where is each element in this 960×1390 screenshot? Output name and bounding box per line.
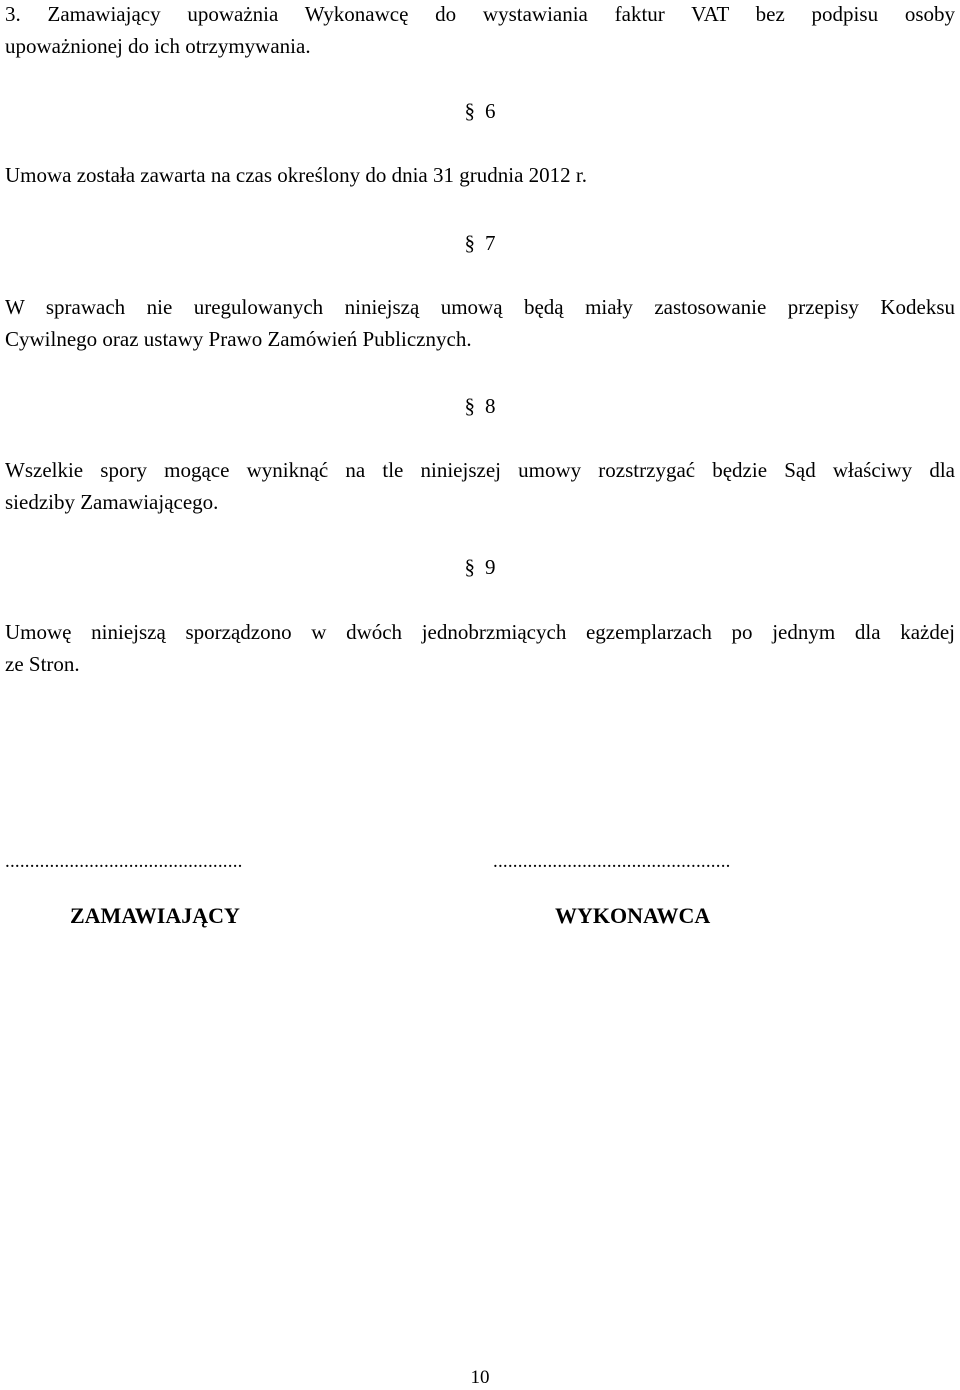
section-sign-icon: § [464, 555, 475, 579]
section-8-line-1: Wszelkie spory mogące wyniknąć na tle niniejszej umowy rozstrzygać będzie Sąd właściwy dla [5, 458, 955, 482]
section-9-line-2: ze Stron. [5, 652, 80, 676]
section-sign-icon: § [464, 394, 475, 418]
page-number: 10 [470, 1367, 490, 1388]
section-6-heading [0, 97, 960, 125]
signature-label-right: WYKONAWCA [555, 903, 711, 928]
section-9-number: 9 [485, 555, 496, 579]
section-sign-icon: § [464, 99, 475, 123]
section-6-number: 6 [485, 99, 496, 123]
section-sign-icon: § [464, 231, 475, 255]
section-9-heading [0, 553, 960, 581]
section-7-line-1: W sprawach nie uregulowanych niniejszą umową będą miały zastosowanie przepisy Kodeksu [5, 295, 955, 319]
section-9-line-1: Umowę niniejszą sporządzono w dwóch jednobrzmiących egzemplarzach po jednym dla każdej [5, 620, 955, 644]
clause-3-line-1: 3. Zamawiający upoważnia Wykonawcę do wystawiania faktur VAT bez podpisu osoby [5, 2, 955, 26]
signature-line-right: ................................................ [493, 851, 731, 872]
clause-3-line-2: upoważnionej do ich otrzymywania. [5, 34, 311, 58]
section-7-line-2: Cywilnego oraz ustawy Prawo Zamówień Publicznych. [5, 327, 472, 351]
section-7-heading [0, 229, 960, 257]
signature-label-left: ZAMAWIAJĄCY [70, 903, 240, 928]
section-8-heading [0, 392, 960, 420]
section-8-line-2: siedziby Zamawiającego. [5, 490, 219, 514]
section-8-number: 8 [485, 394, 496, 418]
section-6-text: Umowa została zawarta na czas określony do dnia 31 grudnia 2012 r. [5, 163, 587, 187]
signature-line-left: ................................................ [5, 851, 243, 872]
section-7-number: 7 [485, 231, 496, 255]
